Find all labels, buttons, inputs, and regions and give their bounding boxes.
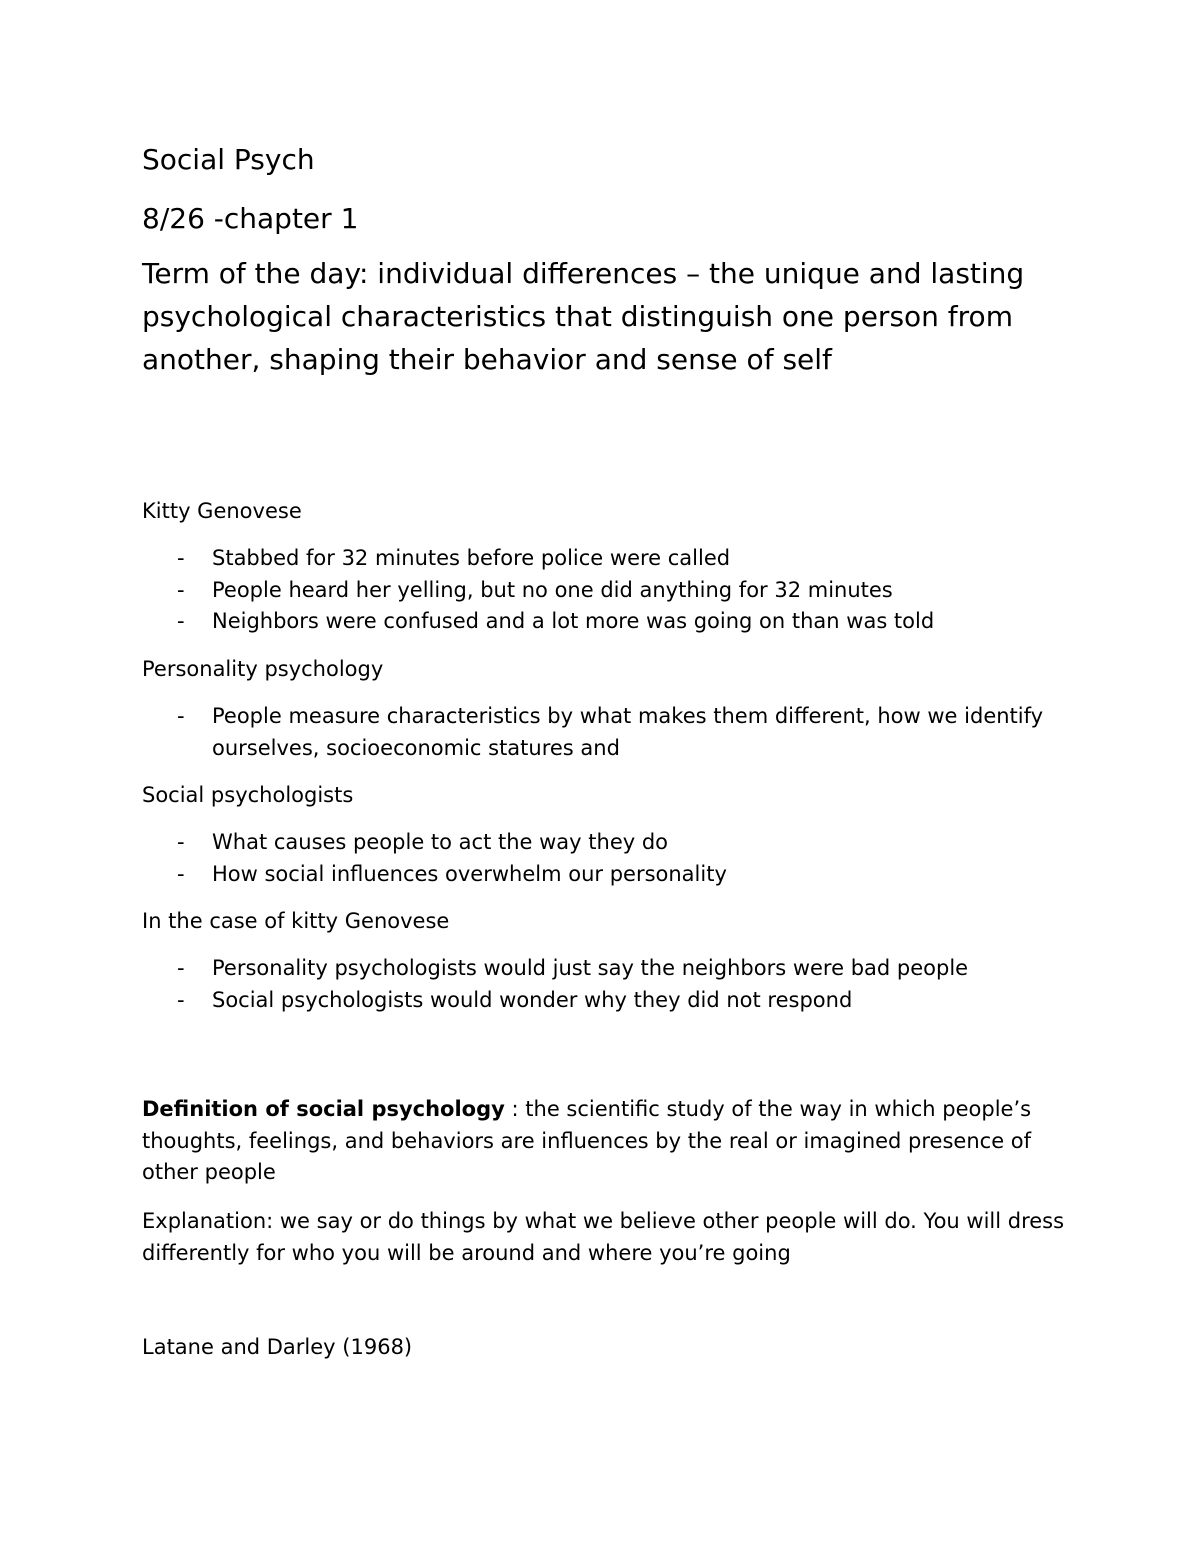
personality-psychology-list	[142, 701, 1077, 764]
list-item: - Stabbed for 32 minutes before police were called	[142, 543, 1077, 575]
kitty-genovese-list	[142, 543, 1077, 638]
explanation-paragraph: Explanation: we say or do things by what we believe other people will do. You will dress differently for who you will be around and where you’re going	[142, 1209, 1065, 1265]
reference-line: Latane and Darley (1968)	[142, 1335, 413, 1359]
bullet-dash: -	[177, 861, 185, 886]
date-chapter-line: 8/26 -chapter 1	[142, 202, 359, 235]
definition-term: Definition of social psychology	[142, 1097, 505, 1121]
section-heading-kitty-genovese: Kitty Genovese	[142, 499, 302, 523]
list-item: - People heard her yelling, but no one did anything for 32 minutes	[142, 575, 1077, 607]
bullet-dash: -	[177, 609, 185, 633]
section-heading-social-psychologists: Social psychologists	[142, 783, 354, 807]
social-psychologists-list	[142, 827, 1077, 890]
bullet-dash: -	[177, 546, 185, 570]
bullet-dash: -	[177, 830, 185, 854]
bullet-dash: -	[177, 704, 185, 728]
list-item: - What causes people to act the way they do	[142, 827, 1077, 859]
list-item: - Neighbors were confused and a lot more was going on than was told	[142, 606, 1077, 638]
list-item: - Personality psychologists would just say the neighbors were bad people	[142, 953, 1077, 985]
definition-paragraph	[142, 1094, 1077, 1189]
bullet-dash: -	[177, 577, 185, 602]
section-heading-case-kitty-genovese: In the case of kitty Genovese	[142, 909, 450, 933]
bullet-dash: -	[177, 987, 185, 1012]
list-item: - Social psychologists would wonder why they did not respond	[142, 985, 1077, 1017]
document-title: Social Psych	[142, 143, 315, 176]
term-of-the-day: Term of the day: individual differences – the unique and lasting psychological characteristics that distinguish one person from another, shaping their behavior and sense of self	[142, 257, 1025, 376]
case-kitty-genovese-list	[142, 953, 1077, 1016]
section-heading-personality-psychology: Personality psychology	[142, 657, 384, 681]
bullet-dash: -	[177, 956, 185, 980]
list-item: - How social influences overwhelm our personality	[142, 859, 1077, 891]
definition-text: : the scientific study of the way in which people’s thoughts, feelings, and behaviors are influences by the real or imagined presence of other people	[142, 1097, 1032, 1184]
list-item: - People measure characteristics by what makes them different, how we identify ourselves, socioeconomic statures and	[142, 701, 1077, 764]
